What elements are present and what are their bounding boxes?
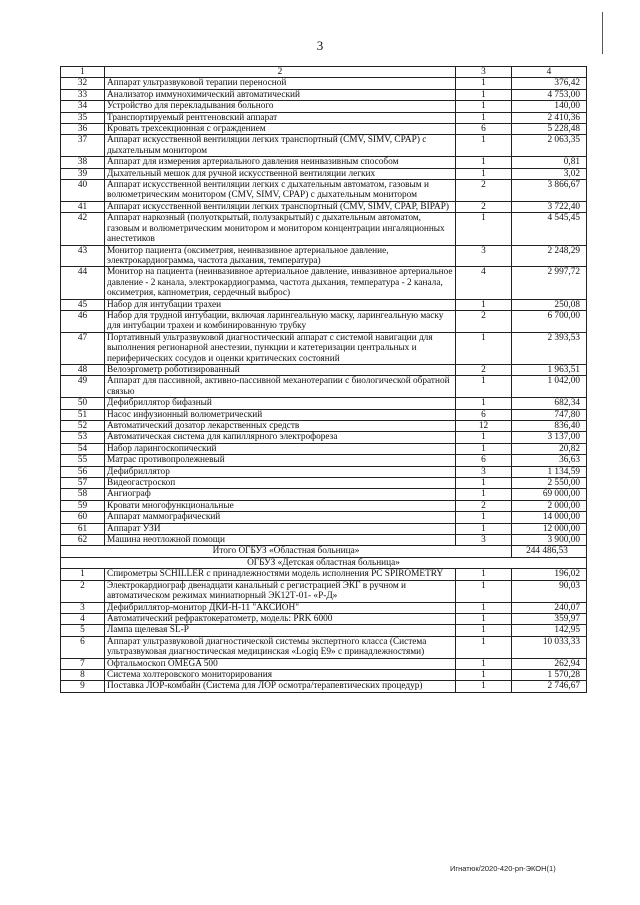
- table-row: [61, 466, 587, 477]
- row-item-name: Кровать трехсекционная с ограждением: [105, 124, 456, 135]
- row-item-name: Портативный ультразвуковой диагностический аппарат с системой навигации для выполнения регионарной анестезии, пункции и катетеризации центральных и периферических сосудов и оценки критических состояний: [105, 332, 456, 364]
- row-item-name: Аппарат ультразвуковой терапии переносной: [105, 78, 456, 89]
- table-row: [61, 535, 587, 546]
- header-cell-quantity: 3: [456, 67, 512, 78]
- row-item-name: Транспортируемый рентгеновский аппарат: [105, 112, 456, 123]
- row-number: 42: [61, 213, 105, 245]
- row-item-name: Аппарат искусственной вентиляции легких транспортный (CMV, SIMV, CPAP) с дыхательным монитором: [105, 135, 456, 157]
- table-row: [61, 658, 587, 669]
- row-quantity: 1: [456, 112, 512, 123]
- row-price: 2 746,67: [512, 681, 587, 692]
- row-number: 2: [61, 580, 105, 602]
- table-row: [61, 489, 587, 500]
- table-row: [61, 636, 587, 658]
- row-price: 5 228,48: [512, 124, 587, 135]
- row-number: 44: [61, 267, 105, 299]
- row-quantity: 2: [456, 180, 512, 202]
- row-number: 54: [61, 443, 105, 454]
- row-number: 49: [61, 376, 105, 398]
- table-row: [61, 213, 587, 245]
- table-row: [61, 523, 587, 534]
- row-price: 142,95: [512, 625, 587, 636]
- row-price: 262,94: [512, 658, 587, 669]
- row-price: 3 137,00: [512, 432, 587, 443]
- row-price: 2 410,36: [512, 112, 587, 123]
- row-item-name: Автоматический рефрактокератометр, модель: PRK 6000: [105, 613, 456, 624]
- row-item-name: Аппарат для измерения артериального давления неинвазивным способом: [105, 157, 456, 168]
- row-number: 35: [61, 112, 105, 123]
- row-quantity: 1: [456, 602, 512, 613]
- table-row: [61, 376, 587, 398]
- row-item-name: Монитор на пациента (неинвазивное артериальное давление, инвазивное артериальное давление - 2 канала, электрокардиограмма, частота дыхания, температура - 2 канала, оксиметрия, капнометрия, сердечный выброс): [105, 267, 456, 299]
- row-number: 4: [61, 613, 105, 624]
- row-number: 53: [61, 432, 105, 443]
- row-quantity: 1: [456, 168, 512, 179]
- row-number: 61: [61, 523, 105, 534]
- row-item-name: Велоэргометр роботизированный: [105, 364, 456, 375]
- row-quantity: 1: [456, 101, 512, 112]
- row-number: 59: [61, 500, 105, 511]
- table-row: [61, 432, 587, 443]
- table-row: [61, 580, 587, 602]
- row-quantity: 1: [456, 669, 512, 680]
- table-row: [61, 124, 587, 135]
- row-quantity: 1: [456, 157, 512, 168]
- row-item-name: Кровати многофункциональные: [105, 500, 456, 511]
- row-quantity: 1: [456, 398, 512, 409]
- row-number: 56: [61, 466, 105, 477]
- row-item-name: Спирометры SCHILLER с принадлежностями модель исполнения PC SPIROMETRY: [105, 569, 456, 580]
- row-number: 43: [61, 245, 105, 267]
- row-number: 47: [61, 332, 105, 364]
- row-number: 60: [61, 512, 105, 523]
- row-price: 4 753,00: [512, 89, 587, 100]
- table-row: [61, 681, 587, 692]
- table-row: [61, 267, 587, 299]
- row-number: 62: [61, 535, 105, 546]
- row-quantity: 1: [456, 512, 512, 523]
- row-number: 7: [61, 658, 105, 669]
- row-number: 51: [61, 409, 105, 420]
- row-item-name: Ангиограф: [105, 489, 456, 500]
- table-row: [61, 602, 587, 613]
- row-price: 1 963,51: [512, 364, 587, 375]
- row-price: 682,34: [512, 398, 587, 409]
- row-item-name: Набор для интубации трахеи: [105, 299, 456, 310]
- row-number: 34: [61, 101, 105, 112]
- row-number: 8: [61, 669, 105, 680]
- row-item-name: Автоматическая система для капиллярного электрофореза: [105, 432, 456, 443]
- row-item-name: Дефибриллятор-монитор ДКИ-Н-11 "АКСИОН": [105, 602, 456, 613]
- row-price: 747,80: [512, 409, 587, 420]
- row-price: 36,63: [512, 455, 587, 466]
- row-number: 37: [61, 135, 105, 157]
- row-quantity: 1: [456, 658, 512, 669]
- row-quantity: 1: [456, 613, 512, 624]
- row-price: 2 393,53: [512, 332, 587, 364]
- row-number: 3: [61, 602, 105, 613]
- table-row: [61, 398, 587, 409]
- row-quantity: 1: [456, 569, 512, 580]
- row-number: 39: [61, 168, 105, 179]
- row-price: 836,40: [512, 421, 587, 432]
- row-number: 41: [61, 201, 105, 212]
- row-quantity: 2: [456, 364, 512, 375]
- row-item-name: Автоматический дозатор лекарственных средств: [105, 421, 456, 432]
- section-title: ОГБУЗ «Детская областная больница»: [61, 557, 587, 568]
- row-quantity: 1: [456, 478, 512, 489]
- equipment-table: [60, 66, 587, 693]
- row-number: 48: [61, 364, 105, 375]
- row-number: 46: [61, 310, 105, 332]
- table-row: [61, 310, 587, 332]
- row-item-name: Матрас противопролежневый: [105, 455, 456, 466]
- row-item-name: Аппарат наркозный (полуоткрытый, полузакрытый) с дыхательным автоматом, газовым и волюметрическим монитором и монитором концентрации ингаляционных анестетиков: [105, 213, 456, 245]
- row-price: 140,00: [512, 101, 587, 112]
- row-price: 12 000,00: [512, 523, 587, 534]
- table-row: [61, 299, 587, 310]
- table-row: [61, 421, 587, 432]
- row-quantity: 1: [456, 78, 512, 89]
- row-quantity: 3: [456, 535, 512, 546]
- row-item-name: Аппарат искусственной вентиляции легких транспортный (CMV, SIMV, CPAP, BIPAP): [105, 201, 456, 212]
- row-price: 359,97: [512, 613, 587, 624]
- table-row: [61, 180, 587, 202]
- row-number: 5: [61, 625, 105, 636]
- table-row: [61, 101, 587, 112]
- table-row: [61, 201, 587, 212]
- table-row: [61, 500, 587, 511]
- table-row: [61, 443, 587, 454]
- table-row: [61, 364, 587, 375]
- row-quantity: 1: [456, 299, 512, 310]
- row-item-name: Набор для трудной интубации, включая ларингеальную маску, ларингеальную маску для интубации трахеи и комбинированную трубку: [105, 310, 456, 332]
- row-quantity: 6: [456, 409, 512, 420]
- table-row: [61, 89, 587, 100]
- row-price: 10 033,33: [512, 636, 587, 658]
- total-price: 244 486,53: [512, 546, 587, 557]
- row-number: 33: [61, 89, 105, 100]
- row-quantity: 4: [456, 267, 512, 299]
- table-row: [61, 332, 587, 364]
- table-row: [61, 78, 587, 89]
- row-item-name: Аппарат ультразвуковой диагностической системы экспертного класса (Система ультразвуковая диагностическая медицинская «Logiq E9» с принадлежностями): [105, 636, 456, 658]
- row-quantity: 1: [456, 89, 512, 100]
- row-item-name: Электрокардиограф двенадцати канальный с регистрацией ЭКГ в ручном и автоматическом режимах миниатюрный ЭК12Т-01- «Р-Д»: [105, 580, 456, 602]
- row-item-name: Лампа щелевая SL-P: [105, 625, 456, 636]
- row-item-name: Анализатор иммунохимический автоматический: [105, 89, 456, 100]
- row-item-name: Монитор пациента (оксиметрия, неинвазивное артериальное давление, электрокардиограмма, частота дыхания, температура): [105, 245, 456, 267]
- row-item-name: Насос инфузионный волюметрический: [105, 409, 456, 420]
- row-quantity: 1: [456, 523, 512, 534]
- table-row: [61, 512, 587, 523]
- row-item-name: Дефибриллятор: [105, 466, 456, 477]
- row-price: 1 570,28: [512, 669, 587, 680]
- table-row: [61, 168, 587, 179]
- row-price: 2 000,00: [512, 500, 587, 511]
- total-label: Итого ОГБУЗ «Областная больница»: [61, 546, 512, 557]
- row-quantity: 2: [456, 500, 512, 511]
- row-quantity: 6: [456, 124, 512, 135]
- row-number: 58: [61, 489, 105, 500]
- header-cell-price: 4: [512, 67, 587, 78]
- row-number: 6: [61, 636, 105, 658]
- row-quantity: 12: [456, 421, 512, 432]
- section-header-row: [61, 557, 587, 568]
- row-number: 50: [61, 398, 105, 409]
- table-row: [61, 478, 587, 489]
- row-number: 55: [61, 455, 105, 466]
- row-number: 38: [61, 157, 105, 168]
- row-number: 9: [61, 681, 105, 692]
- row-price: 3,02: [512, 168, 587, 179]
- row-item-name: Устройство для перекладывания больного: [105, 101, 456, 112]
- row-item-name: Видеогастроскоп: [105, 478, 456, 489]
- row-price: 20,82: [512, 443, 587, 454]
- row-quantity: 3: [456, 466, 512, 477]
- row-price: 2 063,35: [512, 135, 587, 157]
- footer-document-code: Игнатюк/2020-420-рп-ЭКОН(1): [450, 864, 556, 873]
- row-price: 2 248,29: [512, 245, 587, 267]
- table-row: [61, 613, 587, 624]
- table-row: [61, 569, 587, 580]
- table-row: [61, 669, 587, 680]
- table-row: [61, 135, 587, 157]
- row-item-name: Поставка ЛОР-комбайн (Система для ЛОР осмотра/терапевтических процедур): [105, 681, 456, 692]
- row-price: 3 722,40: [512, 201, 587, 212]
- row-price: 250,08: [512, 299, 587, 310]
- table-row: [61, 409, 587, 420]
- row-quantity: 3: [456, 245, 512, 267]
- table-row: [61, 112, 587, 123]
- row-quantity: 1: [456, 332, 512, 364]
- row-item-name: Дыхательный мешок для ручной искусственной вентиляции легких: [105, 168, 456, 179]
- row-price: 1 042,00: [512, 376, 587, 398]
- table-row: [61, 245, 587, 267]
- row-price: 3 866,67: [512, 180, 587, 202]
- table-row: [61, 455, 587, 466]
- equipment-table-container: [60, 66, 586, 693]
- row-price: 1 134,59: [512, 466, 587, 477]
- row-number: 40: [61, 180, 105, 202]
- row-price: 376,42: [512, 78, 587, 89]
- row-quantity: 1: [456, 432, 512, 443]
- row-number: 45: [61, 299, 105, 310]
- row-quantity: 2: [456, 310, 512, 332]
- row-number: 57: [61, 478, 105, 489]
- row-price: 2 550,00: [512, 478, 587, 489]
- row-price: 2 997,72: [512, 267, 587, 299]
- row-price: 14 000,00: [512, 512, 587, 523]
- row-price: 0,81: [512, 157, 587, 168]
- row-quantity: 1: [456, 489, 512, 500]
- row-item-name: Аппарат маммографический: [105, 512, 456, 523]
- row-item-name: Набор ларингоскопический: [105, 443, 456, 454]
- row-price: 69 000,00: [512, 489, 587, 500]
- row-number: 36: [61, 124, 105, 135]
- row-quantity: 1: [456, 135, 512, 157]
- row-quantity: 1: [456, 213, 512, 245]
- row-item-name: Дефибриллятор бифазный: [105, 398, 456, 409]
- total-row: [61, 546, 587, 557]
- row-price: 4 545,45: [512, 213, 587, 245]
- row-item-name: Аппарат искусственной вентиляции легких с дыхательным автоматом, газовым и волюметрическим монитором (CMV, SIMV, CPAP) с дыхательным монитором: [105, 180, 456, 202]
- row-item-name: Аппарат для пассивной, активно-пассивной механотерапии с биологической обратной связью: [105, 376, 456, 398]
- row-quantity: 6: [456, 455, 512, 466]
- row-item-name: Машина неотложной помощи: [105, 535, 456, 546]
- row-number: 32: [61, 78, 105, 89]
- row-price: 196,02: [512, 569, 587, 580]
- row-item-name: Аппарат УЗИ: [105, 523, 456, 534]
- row-item-name: Офтальмоскоп OMEGA 500: [105, 658, 456, 669]
- row-price: 90,03: [512, 580, 587, 602]
- row-price: 3 900,00: [512, 535, 587, 546]
- row-number: 52: [61, 421, 105, 432]
- table-row: [61, 157, 587, 168]
- row-quantity: 1: [456, 443, 512, 454]
- row-quantity: 1: [456, 625, 512, 636]
- header-cell-name: 2: [105, 67, 456, 78]
- row-quantity: 1: [456, 681, 512, 692]
- row-quantity: 1: [456, 580, 512, 602]
- row-quantity: 2: [456, 201, 512, 212]
- row-item-name: Система холтеровского мониторирования: [105, 669, 456, 680]
- row-price: 6 700,00: [512, 310, 587, 332]
- table-row: [61, 625, 587, 636]
- row-number: 1: [61, 569, 105, 580]
- header-cell-number: 1: [61, 67, 105, 78]
- row-quantity: 1: [456, 636, 512, 658]
- table-header-row: [61, 67, 587, 78]
- row-quantity: 1: [456, 376, 512, 398]
- page-number: 3: [316, 38, 324, 53]
- row-price: 240,07: [512, 602, 587, 613]
